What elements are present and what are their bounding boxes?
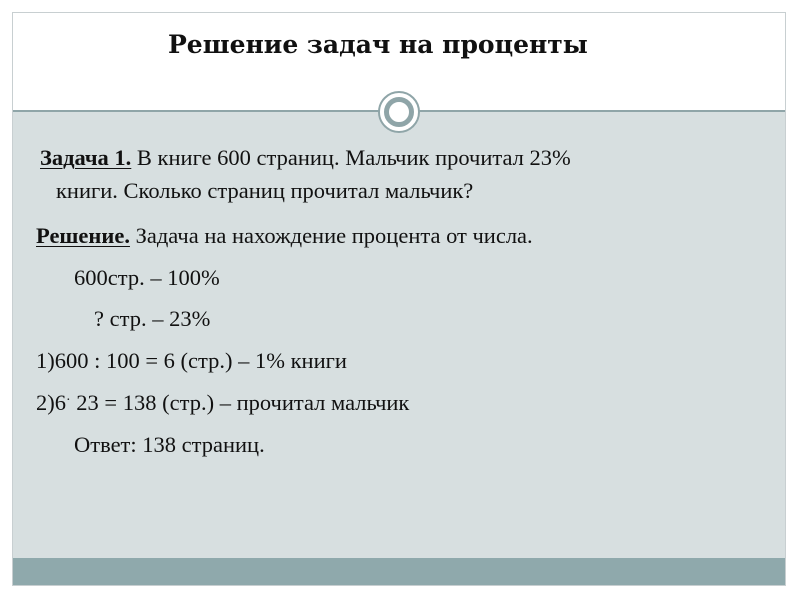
multiplication-dot: · (66, 393, 71, 408)
step-2 (36, 392, 409, 415)
step-2-left: 2)6 (36, 390, 66, 415)
slide-title: Решение задач на проценты (168, 30, 588, 59)
problem-text-1: В книге 600 страниц. Мальчик прочитал 23% (131, 145, 571, 170)
solution-line (36, 225, 533, 248)
solution-text: Задача на нахождение процента от числа. (129, 223, 533, 248)
problem-line-1 (40, 147, 571, 170)
answer-line: Ответ: 138 страниц. (74, 432, 265, 457)
step-1: 1)600 : 100 = 6 (стр.) – 1% книги (36, 348, 347, 373)
step-2-right: 23 = 138 (стр.) – прочитал мальчик (70, 390, 410, 415)
divider-circle-ornament-inner (384, 97, 414, 127)
proportion-line-2: ? стр. – 23% (94, 306, 211, 331)
problem-label: Задача 1. (40, 145, 132, 170)
proportion-line-1: 600стр. – 100% (74, 265, 220, 290)
problem-line-2: книги. Сколько страниц прочитал мальчик? (56, 178, 474, 203)
solution-label: Решение. (36, 223, 130, 248)
